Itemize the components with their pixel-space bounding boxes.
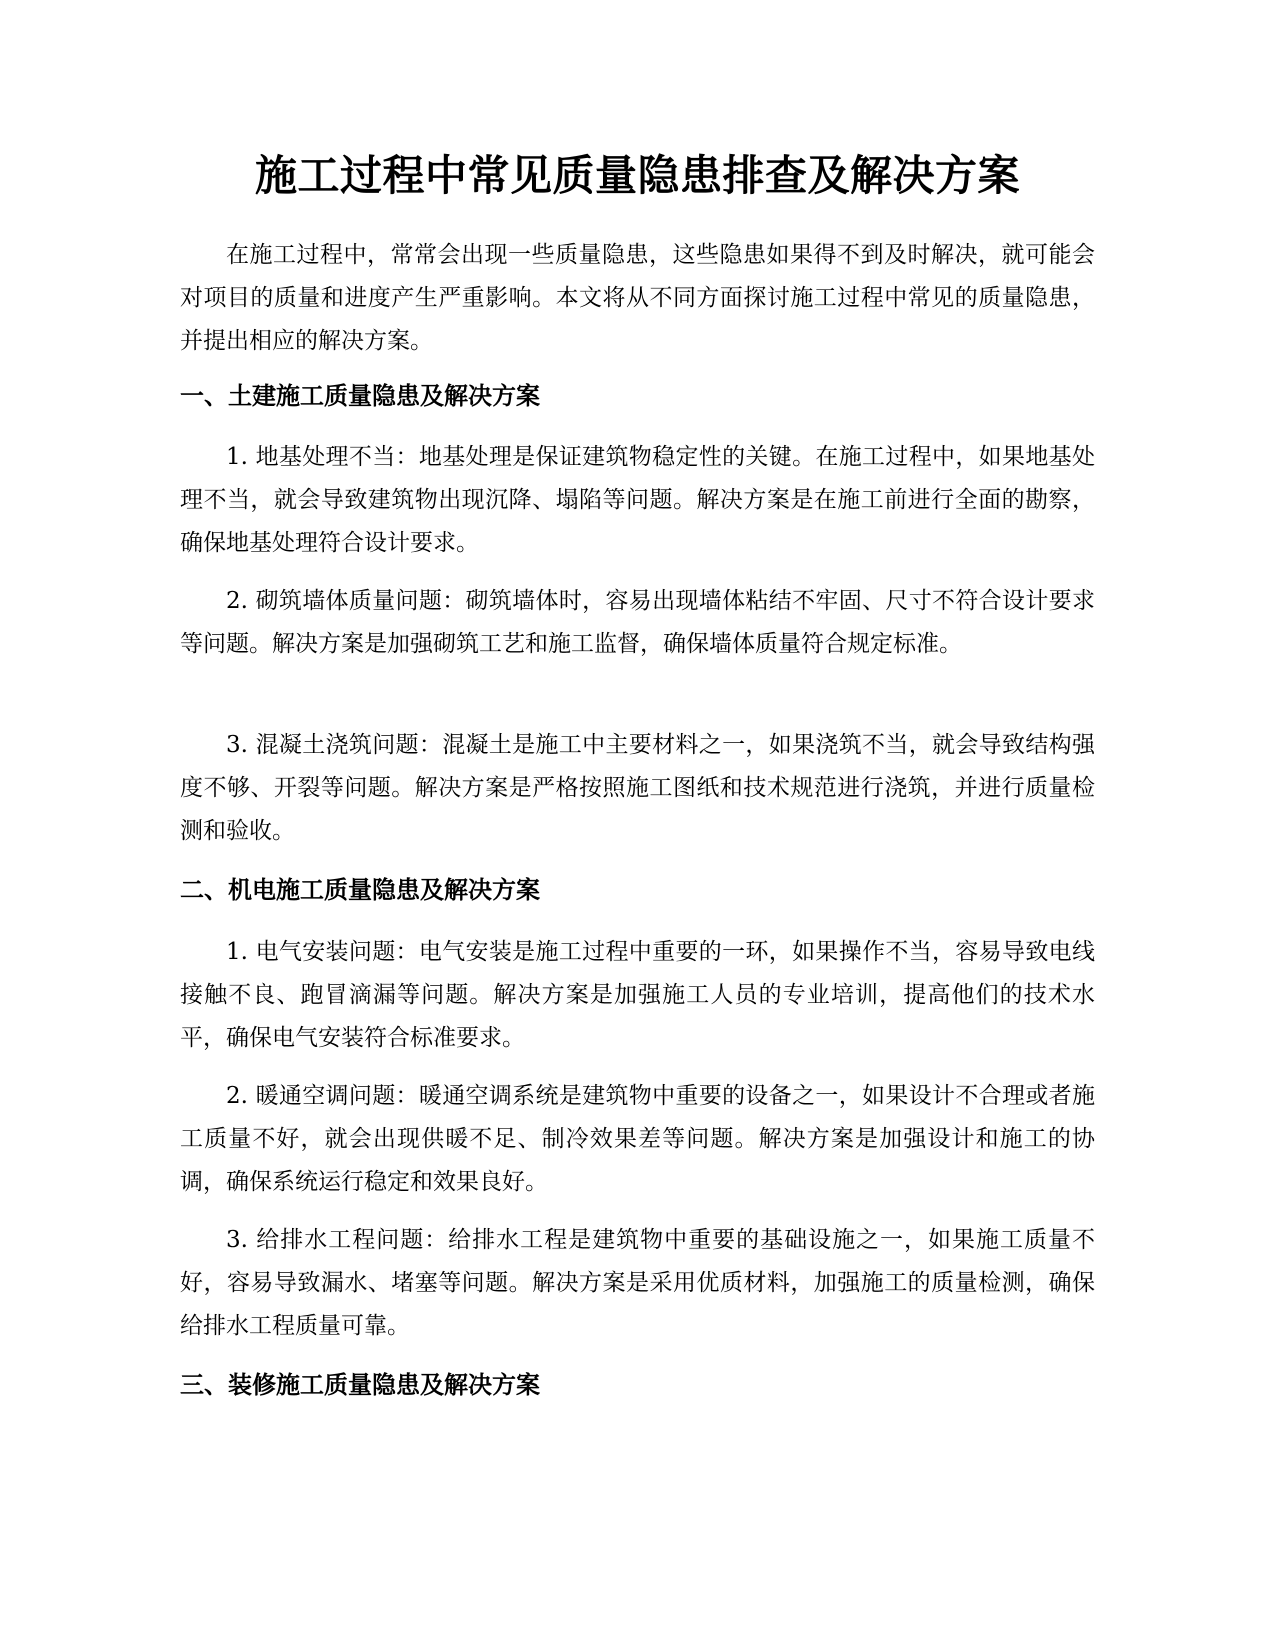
- mep-item-plumbing: 3. 给排水工程问题：给排水工程是建筑物中重要的基础设施之一，如果施工质量不好，容易导致漏水、堵塞等问题。解决方案是采用优质材料，加强施工的质量检测，确保给排水工程质量可靠。: [180, 1227, 1095, 1339]
- civil-item-foundation: 1. 地基处理不当：地基处理是保证建筑物稳定性的关键。在施工过程中，如果地基处理不当，就会导致建筑物出现沉降、塌陷等问题。解决方案是在施工前进行全面的勘察，确保地基处理符合设计要求。: [180, 444, 1095, 556]
- civil-item-concrete: 3. 混凝土浇筑问题：混凝土是施工中主要材料之一，如果浇筑不当，就会导致结构强度不够、开裂等问题。解决方案是严格按照施工图纸和技术规范进行浇筑，并进行质量检测和验收。: [180, 732, 1095, 844]
- civil-item-masonry: 2. 砌筑墙体质量问题：砌筑墙体时，容易出现墙体粘结不牢固、尺寸不符合设计要求等问题。解决方案是加强砌筑工艺和施工监督，确保墙体质量符合规定标准。: [180, 588, 1095, 657]
- mep-item-hvac: 2. 暖通空调问题：暖通空调系统是建筑物中重要的设备之一，如果设计不合理或者施工质量不好，就会出现供暖不足、制冷效果差等问题。解决方案是加强设计和施工的协调，确保系统运行稳定和效果良好。: [180, 1083, 1095, 1195]
- section-heading-mep: 二、机电施工质量隐患及解决方案: [180, 876, 540, 904]
- intro-paragraph: 在施工过程中，常常会出现一些质量隐患，这些隐患如果得不到及时解决，就可能会对项目的质量和进度产生严重影响。本文将从不同方面探讨施工过程中常见的质量隐患，并提出相应的解决方案。: [180, 242, 1095, 354]
- mep-item-electrical: 1. 电气安装问题：电气安装是施工过程中重要的一环，如果操作不当，容易导致电线接触不良、跑冒滴漏等问题。解决方案是加强施工人员的专业培训，提高他们的技术水平，确保电气安装符合标准要求。: [180, 939, 1095, 1051]
- section-heading-decoration: 三、装修施工质量隐患及解决方案: [180, 1371, 540, 1399]
- section-heading-civil: 一、土建施工质量隐患及解决方案: [180, 382, 540, 410]
- document-title: 施工过程中常见质量隐患排查及解决方案: [254, 151, 1020, 200]
